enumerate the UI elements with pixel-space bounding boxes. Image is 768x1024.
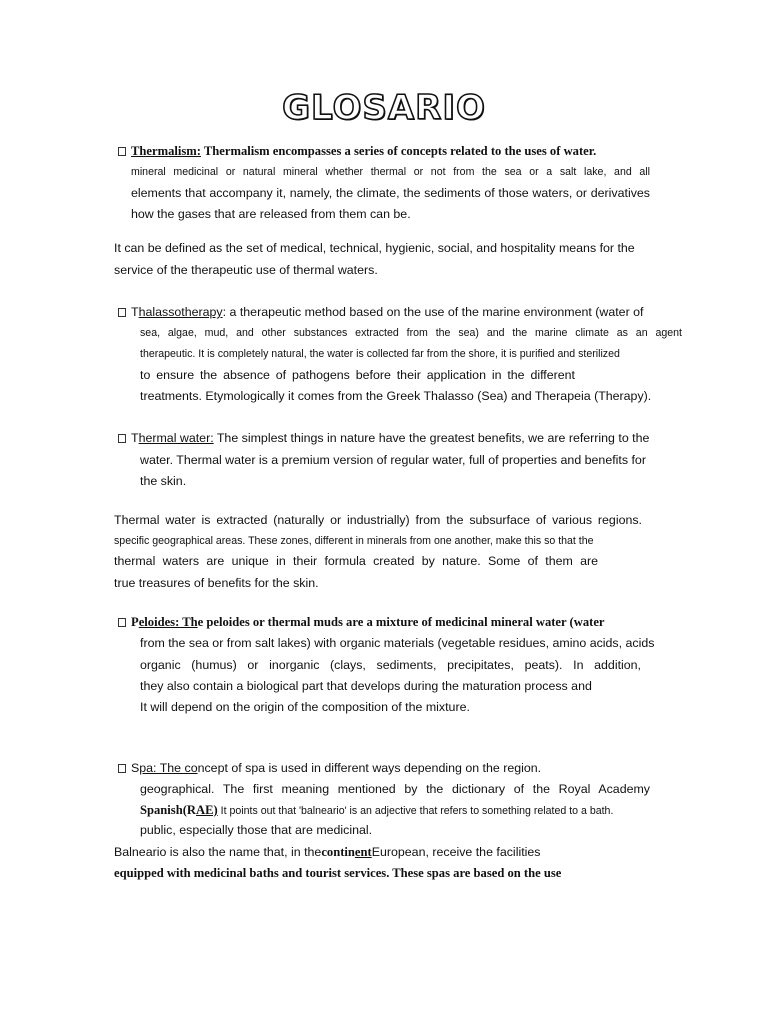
spa-intro: ncept of spa is used in different ways depending on the region. — [197, 761, 542, 775]
spa-line-rest: It points out that 'balneario' is an adjective that refers to something related to a bath. — [217, 805, 614, 817]
spa-line: geographical. The first meaning mentioned by the dictionary of the Royal Academy — [140, 782, 650, 796]
spa-item — [118, 760, 541, 776]
extraction-line: thermal waters are unique in their formula created by nature. Some of them are — [114, 554, 598, 568]
spa-rae-label: AE) — [196, 803, 218, 817]
bullet-box-icon — [118, 764, 126, 773]
peloides-line: they also contain a biological part that develops during the maturation process and — [140, 679, 592, 693]
peloides-line: It will depend on the origin of the composition of the mixture. — [140, 700, 470, 714]
peloides-item — [118, 614, 605, 630]
spa-term: pa: The co — [139, 761, 198, 775]
bullet-box-icon — [118, 618, 126, 627]
peloides-intro: e peloides or thermal muds are a mixture of medicinal mineral water (water — [197, 615, 605, 629]
extraction-line: true treasures of benefits for the skin. — [114, 576, 319, 590]
page-title: GLOSARIO — [282, 88, 486, 128]
extraction-line: specific geographical areas. These zones, different in minerals from one another, make this so that the — [114, 535, 594, 547]
definition-line: service of the therapeutic use of thermal waters. — [114, 263, 378, 277]
thermal-water-term-initial: T — [131, 431, 139, 445]
continent-word-end: ent — [354, 845, 372, 859]
balneario-text: Balneario is also the name that, in the — [114, 845, 322, 859]
bullet-box-icon — [118, 308, 126, 317]
peloides-line: organic (humus) or inorganic (clays, sediments, precipitates, peats). In addition, — [140, 658, 641, 672]
thermal-water-item — [118, 430, 649, 446]
european-word: Europea — [371, 845, 419, 859]
thalassotherapy-line: therapeutic. It is completely natural, the water is collected far from the shore, it is purified and sterilized — [140, 348, 620, 360]
bullet-box-icon — [118, 147, 126, 156]
thalassotherapy-term-initial: T — [131, 305, 139, 319]
thalassotherapy-intro: : a therapeutic method based on the use of the marine environment (water of — [222, 305, 644, 319]
spa-line-3 — [140, 802, 613, 819]
extraction-line: Thermal water is extracted (naturally or industrially) from the subsurface of various regions. — [114, 513, 642, 527]
balneario-text-end: n, receive the facilities — [418, 845, 541, 859]
thalassotherapy-line: sea, algae, mud, and other substances extracted from the sea) and the marine climate as an agent — [140, 327, 682, 339]
thalassotherapy-line: treatments. Etymologically it comes from the Greek Thalasso (Sea) and Therapeia (Therapy). — [140, 389, 652, 403]
definition-line: It can be defined as the set of medical, technical, hygienic, social, and hospitality means for the — [114, 241, 635, 255]
continent-word: contin — [321, 845, 355, 859]
thermalism-term: Thermalism: — [131, 144, 201, 158]
thalassotherapy-term: halassotherapy — [138, 305, 223, 319]
peloides-term: eloides: Th — [138, 615, 198, 629]
thermal-water-intro: The simplest things in nature have the greatest benefits, we are referring to the — [213, 431, 650, 445]
thermal-water-line: water. Thermal water is a premium version of regular water, full of properties and benefits for — [140, 453, 646, 467]
peloides-term-initial: P — [131, 615, 139, 629]
spa-term-initial: S — [131, 761, 140, 775]
thalassotherapy-item — [118, 304, 643, 320]
thermalism-item — [118, 143, 596, 159]
peloides-line: from the sea or from salt lakes) with organic materials (vegetable residues, amino acids, acids — [140, 636, 655, 650]
thermalism-line: how the gases that are released from them can be. — [131, 207, 411, 221]
spa-line: public, especially those that are medicinal. — [140, 823, 373, 837]
balneario-line-1 — [114, 844, 594, 860]
thermalism-intro: Thermalism encompasses a series of concepts related to the uses of water. — [200, 144, 597, 158]
thermal-water-term: hermal water: — [138, 431, 214, 445]
bullet-box-icon — [118, 434, 126, 443]
thermalism-line: elements that accompany it, namely, the climate, the sediments of those waters, or derivatives — [131, 186, 650, 200]
thermalism-line: mineral medicinal or natural mineral whether thermal or not from the sea or a salt lake, and all — [131, 166, 650, 178]
spa-spanish-label: Spanish(R — [140, 803, 197, 817]
thalassotherapy-line: to ensure the absence of pathogens before their application in the different — [140, 368, 575, 382]
balneario-line: equipped with medicinal baths and tourist services. These spas are based on the use — [114, 866, 562, 880]
thermal-water-line: the skin. — [140, 474, 187, 488]
